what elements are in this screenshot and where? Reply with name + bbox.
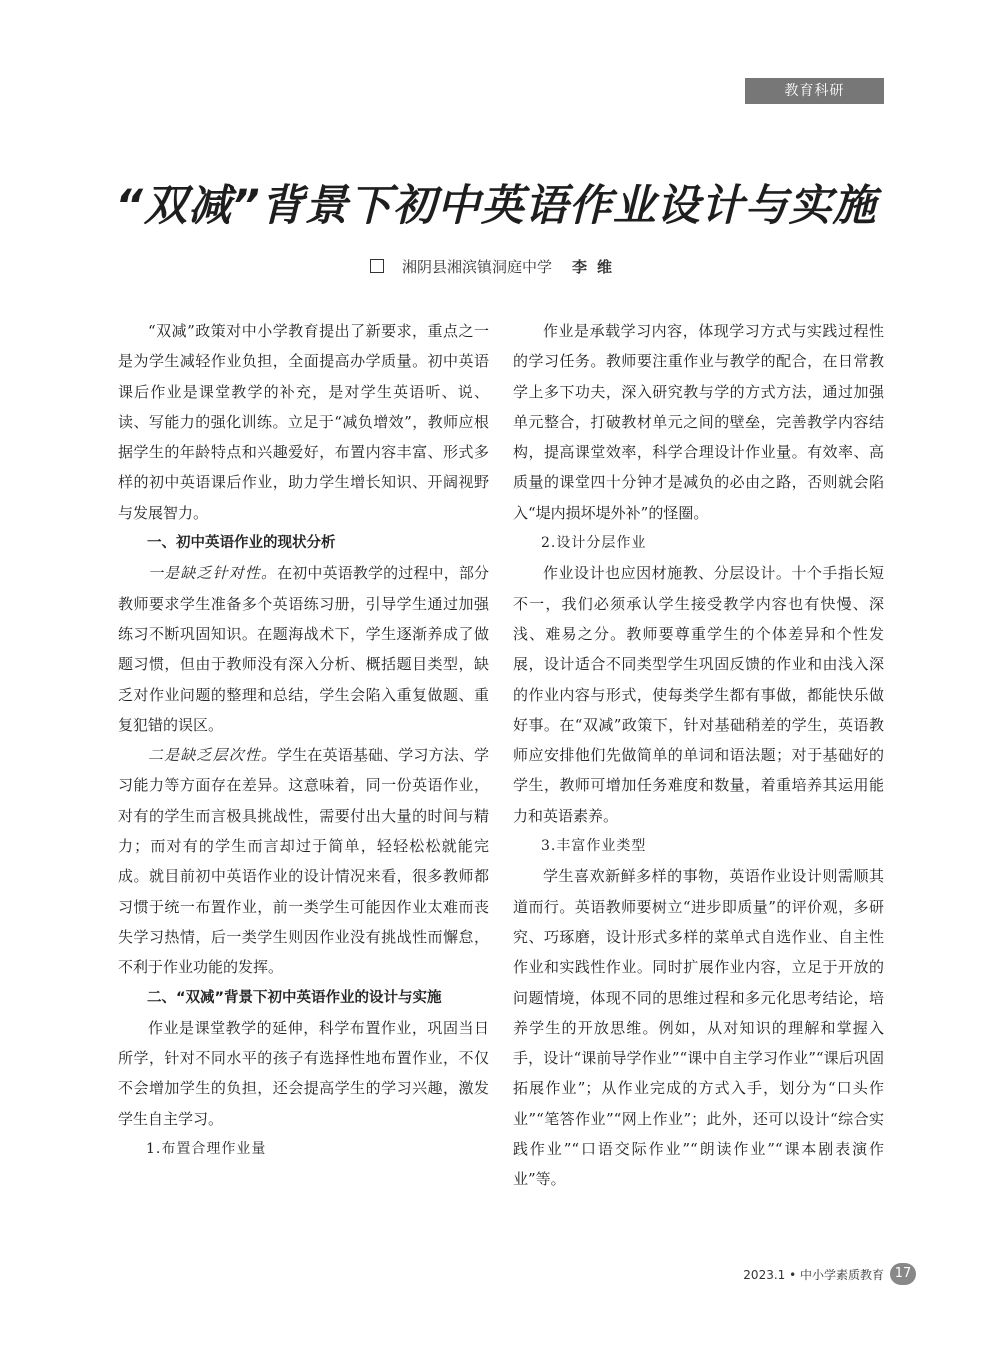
- left-column: [118, 316, 489, 1164]
- issue-info: 2023.1 • 中小学素质教育: [743, 1268, 884, 1282]
- paragraph: “双减”政策对中小学教育提出了新要求，重点之一是为学生减轻作业负担，全面提高办学质量。初中英语课后作业是课堂教学的补充，是对学生英语听、说、读、写能力的强化训练。立足于“减负增效”，教师应根据学生的年龄特点和兴趣爱好，布置内容丰富、形式多样的初中英语课后作业，助力学生增长知识、开阔视野与发展智力。: [118, 322, 489, 522]
- section-heading: 二、“双减”背景下初中英语作业的设计与实施: [147, 989, 442, 1006]
- section-tag: 教育科研: [745, 78, 884, 104]
- byline: [0, 256, 992, 277]
- lead-phrase: 二是缺乏层次性。: [148, 746, 278, 765]
- page-footer: [710, 1263, 916, 1285]
- paragraph: 作业是课堂教学的延伸，科学布置作业，巩固当日所学，针对不同水平的孩子有选择性地布置作业，不仅不会增加学生的负担，还会提高学生的学习兴趣，激发学生自主学习。: [118, 1018, 489, 1128]
- paragraph: 学生喜欢新鲜多样的事物，英语作业设计则需顺其道而行。英语教师要树立“进步即质量”的评价观，多研究、巧琢磨，设计形式多样的菜单式自选作业、自主性作业和实践性作业。同时扩展作业内容，立足于开放的问题情境，体现不同的思维过程和多元化思考结论，培养学生的开放思维。例如，从对知识的理解和掌握入手，设计“课前导学作业”“课中自主学习作业”“课后巩固拓展作业”；从作业完成的方式入手，划分为“口头作业”“笔答作业”“网上作业”；此外，还可以设计“综合实践作业”“口语交际作业”“朗读作业”“课本剧表演作业”等。: [513, 867, 884, 1189]
- paragraph-text: 学生在英语基础、学习方法、学习能力等方面存在差异。这意味着，同一份英语作业，对有的学生而言极具挑战性，需要付出大量的时间与精力；而对有的学生而言却过于简单，轻轻松松就能完成。就目前初中英语作业的设计情况来看，很多教师都习惯于统一布置作业，前一类学生可能因作业太难而丧失学习热情，后一类学生则因作业没有挑战性而懈怠，不利于作业功能的发挥。: [118, 746, 489, 977]
- paragraph-text: 在初中英语教学的过程中，部分教师要求学生准备多个英语练习册，引导学生通过加强练习不断巩固知识。在题海战术下，学生逐渐养成了做题习惯，但由于教师没有深入分析、概括题目类型，缺乏对作业问题的整理和总结，学生会陷入重复做题、重复犯错的误区。: [118, 564, 489, 734]
- affiliation: 湘阴县湘滨镇洞庭中学: [401, 258, 552, 276]
- subsection-heading: 2.设计分层作业: [541, 535, 647, 552]
- section-heading: 一、初中英语作业的现状分析: [147, 535, 336, 552]
- right-column: [513, 316, 884, 1195]
- paragraph: [118, 558, 489, 740]
- article-title: “双减”背景下初中英语作业设计与实施: [115, 181, 877, 231]
- paragraph: 作业设计也应因材施教、分层设计。十个手指长短不一，我们必须承认学生接受教学内容也有快慢、深浅、难易之分。教师要尊重学生的个体差异和个性发展，设计适合不同类型学生巩固反馈的作业和由浅入深的作业内容与形式，使每类学生都有事做，都能快乐做好事。在“双减”政策下，针对基础稍差的学生，英语教师应安排他们先做简单的单词和语法题；对于基础好的学生，教师可增加任务难度和数量，着重培养其运用能力和英语素养。: [513, 564, 884, 825]
- paragraph: [118, 740, 489, 982]
- subsection-heading: 1.布置合理作业量: [146, 1141, 267, 1158]
- square-icon: [370, 259, 384, 273]
- author: 李维: [572, 258, 623, 276]
- lead-phrase: 一是缺乏针对性。: [148, 564, 278, 583]
- subsection-heading: 3.丰富作业类型: [541, 838, 647, 855]
- paragraph: 作业是承载学习内容，体现学习方式与实践过程性的学习任务。教师要注重作业与教学的配合，在日常教学上多下功夫，深入研究教与学的方式方法，通过加强单元整合，打破教材单元之间的壁垒，完善教学内容结构，提高课堂效率，科学合理设计作业量。有效率、高质量的课堂四十分钟才是减负的必由之路，否则就会陷入“堤内损坏堤外补”的怪圈。: [513, 322, 884, 522]
- page-number: 17: [890, 1263, 916, 1285]
